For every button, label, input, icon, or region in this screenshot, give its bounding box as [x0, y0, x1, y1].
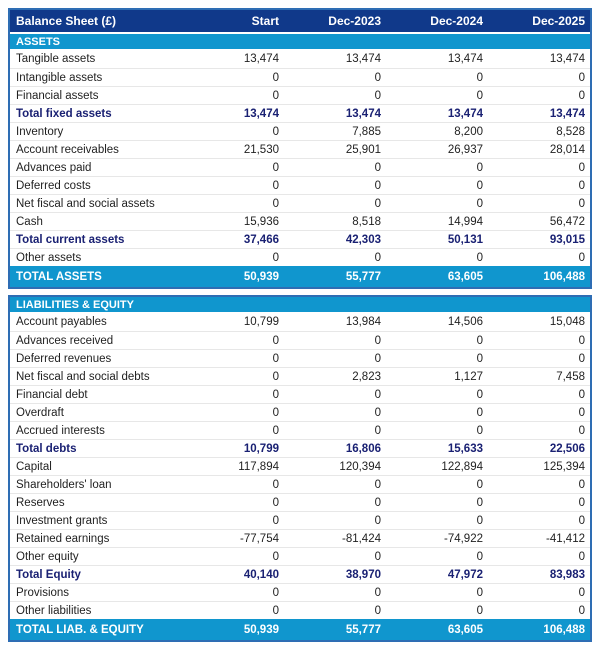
cell-value: 0: [272, 388, 279, 401]
cell-value: 0: [578, 197, 585, 210]
cell-value: 0: [374, 406, 381, 419]
cell-value: 0: [272, 197, 279, 210]
row-label: Investment grants: [16, 514, 108, 527]
table-row: [10, 176, 590, 194]
cell-value: 56,472: [549, 215, 585, 228]
cell-value: 117,894: [238, 460, 279, 473]
cell-value: 0: [374, 197, 381, 210]
cell-value: 13,984: [345, 316, 381, 328]
table-row: [10, 212, 590, 230]
column-header-row: [10, 10, 590, 34]
table-row: [10, 529, 590, 547]
row-label: Inventory: [16, 125, 64, 138]
table-row: [10, 313, 590, 331]
cell-value: 26,937: [447, 143, 483, 156]
cell-value: 16,806: [345, 442, 381, 455]
cell-value: 0: [578, 89, 585, 102]
cell-value: 0: [476, 424, 483, 437]
cell-value: 0: [578, 352, 585, 365]
row-label: Retained earnings: [16, 532, 110, 545]
row-label: Total fixed assets: [16, 107, 112, 120]
cell-value: 15,633: [447, 442, 483, 455]
total-value: 55,777: [345, 270, 381, 283]
cell-value: 0: [476, 586, 483, 599]
table-row: [10, 50, 590, 68]
cell-value: 10,799: [243, 442, 279, 455]
cell-value: 0: [374, 179, 381, 192]
cell-value: 0: [476, 179, 483, 192]
cell-value: 0: [476, 604, 483, 617]
cell-value: 0: [272, 406, 279, 419]
row-label: Accrued interests: [16, 424, 105, 437]
cell-value: 0: [578, 478, 585, 491]
table-row: [10, 367, 590, 385]
cell-value: 0: [272, 370, 279, 383]
cell-value: 0: [272, 604, 279, 617]
table-row: [10, 385, 590, 403]
cell-value: 0: [578, 71, 585, 84]
total-value: 50,939: [243, 623, 279, 636]
row-label: Other assets: [16, 251, 82, 264]
cell-value: 14,994: [447, 215, 483, 228]
row-label: Intangible assets: [16, 71, 103, 84]
row-label: Net fiscal and social debts: [16, 370, 150, 383]
cell-value: 50,131: [447, 233, 483, 246]
cell-value: 0: [272, 514, 279, 527]
total-value: 55,777: [345, 623, 381, 636]
row-label: Total debts: [16, 442, 77, 455]
cell-value: 28,014: [549, 143, 585, 156]
subtotal-row: [10, 230, 590, 248]
cell-value: 125,394: [543, 460, 585, 473]
cell-value: 0: [272, 179, 279, 192]
cell-value: 0: [476, 550, 483, 563]
table-row: [10, 475, 590, 493]
total-value: 63,605: [447, 270, 483, 283]
row-label: Provisions: [16, 586, 70, 599]
table-row: [10, 68, 590, 86]
cell-value: 0: [578, 424, 585, 437]
cell-value: 120,394: [339, 460, 381, 473]
cell-value: 40,140: [243, 568, 279, 581]
cell-value: 0: [476, 334, 483, 347]
cell-value: 0: [272, 89, 279, 102]
cell-value: 0: [476, 352, 483, 365]
grand-total-row: [10, 266, 590, 287]
cell-value: 93,015: [549, 233, 585, 246]
section-header-row: [10, 297, 590, 313]
table-row: [10, 583, 590, 601]
row-label: Advances received: [16, 334, 114, 347]
cell-value: 0: [374, 334, 381, 347]
table-row: [10, 248, 590, 266]
cell-value: 0: [272, 125, 279, 138]
cell-value: 0: [272, 71, 279, 84]
row-label: Other equity: [16, 550, 79, 563]
cell-value: 10,799: [243, 316, 279, 328]
table-row: [10, 140, 590, 158]
cell-value: 21,530: [243, 143, 279, 156]
total-value: 106,488: [543, 623, 585, 636]
cell-value: 0: [374, 604, 381, 617]
cell-value: 0: [578, 334, 585, 347]
cell-value: 0: [476, 71, 483, 84]
section-title: ASSETS: [16, 35, 61, 48]
cell-value: -81,424: [341, 532, 381, 545]
cell-value: 8,528: [556, 125, 585, 138]
total-label: TOTAL ASSETS: [16, 270, 102, 283]
table-row: [10, 86, 590, 104]
cell-value: 0: [578, 586, 585, 599]
cell-value: 0: [578, 388, 585, 401]
row-label: Account receivables: [16, 143, 119, 156]
cell-value: 0: [578, 604, 585, 617]
liabilities-equity-table: [8, 295, 592, 642]
cell-value: 25,901: [345, 143, 381, 156]
cell-value: 13,474: [447, 107, 483, 120]
table-row: [10, 331, 590, 349]
cell-value: 122,894: [441, 460, 483, 473]
cell-value: 0: [272, 251, 279, 264]
cell-value: 0: [272, 550, 279, 563]
cell-value: 0: [374, 71, 381, 84]
total-value: 63,605: [447, 623, 483, 636]
cell-value: 42,303: [345, 233, 381, 246]
cell-value: 0: [578, 514, 585, 527]
cell-value: 0: [374, 89, 381, 102]
cell-value: 0: [374, 478, 381, 491]
cell-value: 0: [578, 161, 585, 174]
cell-value: 83,983: [549, 568, 585, 581]
cell-value: 0: [374, 388, 381, 401]
table-row: [10, 349, 590, 367]
cell-value: 47,972: [447, 568, 483, 581]
cell-value: 0: [476, 388, 483, 401]
row-label: Total current assets: [16, 233, 125, 246]
subtotal-row: [10, 565, 590, 583]
cell-value: 0: [374, 496, 381, 509]
cell-value: 13,474: [549, 53, 585, 65]
cell-value: 0: [476, 197, 483, 210]
cell-value: -77,754: [239, 532, 279, 545]
row-label: Cash: [16, 215, 43, 228]
table-row: [10, 601, 590, 619]
table-row: [10, 547, 590, 565]
section-header-row: [10, 34, 590, 50]
row-label: Deferred revenues: [16, 352, 112, 365]
row-label: Total Equity: [16, 568, 81, 581]
row-label: Tangible assets: [16, 53, 96, 65]
cell-value: 0: [272, 334, 279, 347]
cell-value: 15,936: [243, 215, 279, 228]
cell-value: 0: [374, 352, 381, 365]
cell-value: 0: [578, 406, 585, 419]
column-header: Dec-2023: [328, 14, 381, 28]
total-value: 50,939: [243, 270, 279, 283]
column-header: Start: [251, 14, 279, 28]
table-title: Balance Sheet (£): [16, 14, 117, 28]
cell-value: 2,823: [352, 370, 381, 383]
cell-value: 0: [374, 251, 381, 264]
cell-value: 14,506: [447, 316, 483, 328]
table-row: [10, 493, 590, 511]
row-label: Reserves: [16, 496, 65, 509]
row-label: Net fiscal and social assets: [16, 197, 155, 210]
cell-value: 7,458: [556, 370, 585, 383]
cell-value: 13,474: [345, 107, 381, 120]
cell-value: 15,048: [549, 316, 585, 328]
row-label: Advances paid: [16, 161, 92, 174]
row-label: Financial assets: [16, 89, 99, 102]
cell-value: 0: [272, 424, 279, 437]
cell-value: 0: [578, 179, 585, 192]
cell-value: 0: [578, 251, 585, 264]
cell-value: 0: [476, 89, 483, 102]
cell-value: 0: [272, 496, 279, 509]
cell-value: 0: [374, 424, 381, 437]
section-title: LIABILITIES & EQUITY: [16, 298, 134, 311]
cell-value: -41,412: [545, 532, 585, 545]
subtotal-row: [10, 104, 590, 122]
cell-value: 13,474: [447, 53, 483, 65]
cell-value: 37,466: [243, 233, 279, 246]
cell-value: 0: [374, 161, 381, 174]
cell-value: 1,127: [454, 370, 483, 383]
row-label: Deferred costs: [16, 179, 91, 192]
table-row: [10, 457, 590, 475]
row-label: Overdraft: [16, 406, 64, 419]
cell-value: 0: [476, 514, 483, 527]
cell-value: 0: [272, 586, 279, 599]
column-header: Dec-2025: [532, 14, 585, 28]
cell-value: 0: [476, 496, 483, 509]
table-row: [10, 194, 590, 212]
row-label: Account payables: [16, 316, 107, 328]
cell-value: 0: [476, 406, 483, 419]
row-label: Other liabilities: [16, 604, 92, 617]
cell-value: 0: [374, 550, 381, 563]
cell-value: 0: [578, 550, 585, 563]
cell-value: 7,885: [352, 125, 381, 138]
total-label: TOTAL LIAB. & EQUITY: [16, 623, 144, 636]
cell-value: 8,518: [352, 215, 381, 228]
cell-value: 0: [272, 478, 279, 491]
cell-value: 0: [374, 514, 381, 527]
cell-value: 0: [272, 161, 279, 174]
row-label: Shareholders' loan: [16, 478, 112, 491]
cell-value: 0: [578, 496, 585, 509]
cell-value: 13,474: [549, 107, 585, 120]
cell-value: 0: [476, 251, 483, 264]
table-row: [10, 511, 590, 529]
row-label: Capital: [16, 460, 52, 473]
table-row: [10, 403, 590, 421]
grand-total-row: [10, 619, 590, 640]
cell-value: 8,200: [454, 125, 483, 138]
cell-value: 0: [476, 161, 483, 174]
cell-value: 13,474: [345, 53, 381, 65]
cell-value: 22,506: [549, 442, 585, 455]
cell-value: 0: [476, 478, 483, 491]
cell-value: -74,922: [443, 532, 483, 545]
cell-value: 0: [272, 352, 279, 365]
table-row: [10, 421, 590, 439]
assets-table: [8, 8, 592, 289]
table-row: [10, 122, 590, 140]
table-row: [10, 158, 590, 176]
cell-value: 13,474: [243, 53, 279, 65]
row-label: Financial debt: [16, 388, 88, 401]
cell-value: 13,474: [243, 107, 279, 120]
column-header: Dec-2024: [430, 14, 483, 28]
cell-value: 0: [374, 586, 381, 599]
subtotal-row: [10, 439, 590, 457]
total-value: 106,488: [543, 270, 585, 283]
cell-value: 38,970: [345, 568, 381, 581]
